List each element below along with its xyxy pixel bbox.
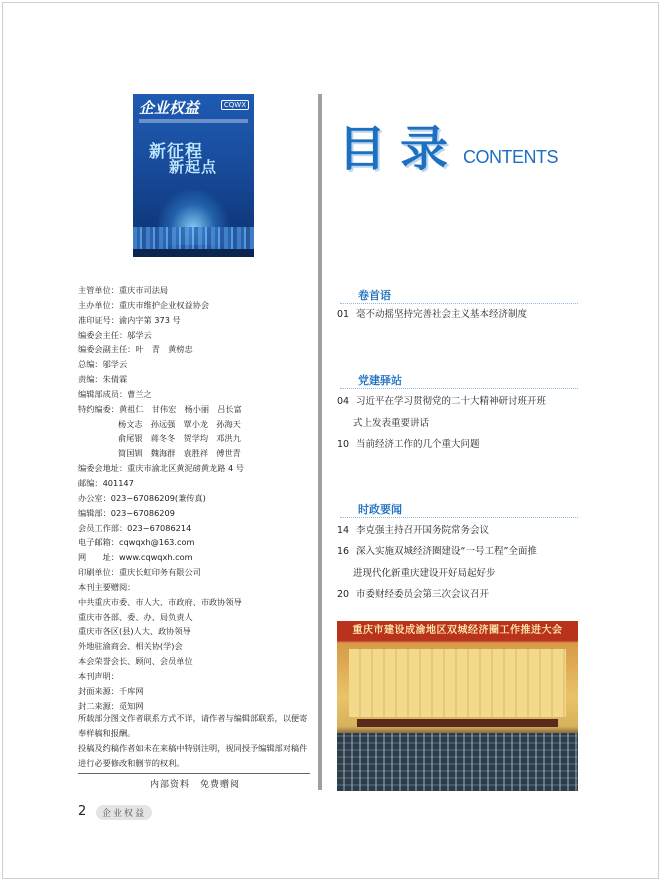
info-line: 杨文志 孙远强 覃小龙 孙海天	[118, 418, 241, 429]
toc-entry-page: 16	[337, 546, 350, 557]
toc-entry-page: 01	[337, 309, 350, 320]
toc-entry-page: 20	[337, 589, 350, 600]
free-distribution-label: 内部资料 免费赠阅	[150, 780, 241, 790]
toc-entry[interactable]	[337, 520, 489, 542]
toc-entry-page: 14	[337, 525, 350, 536]
toc-entry-continuation[interactable]: 进现代化新重庆建设开好局起好步	[353, 568, 496, 579]
toc-entry[interactable]	[337, 584, 489, 606]
photo-podium-table	[357, 719, 558, 727]
info-line: 重庆市各区(县)人大、政协领导	[78, 626, 191, 637]
toc-entry[interactable]	[337, 304, 527, 326]
toc-entry[interactable]	[337, 541, 537, 563]
cover-magazine-title: 企业权益	[139, 99, 200, 117]
info-line: 编辑部成员：曹兰之	[78, 388, 152, 399]
cover-base	[133, 249, 254, 257]
info-line: 本刊主要赠阅：	[78, 581, 136, 592]
toc-entry-continuation[interactable]: 式上发表重要讲话	[353, 418, 430, 429]
info-line: 电子邮箱：cqwqxh@163.com	[78, 537, 195, 548]
info-line: 封二来源：觅知网	[78, 700, 144, 711]
toc-entry-title: 习近平在学习贯彻党的二十大精神研讨班开班	[356, 396, 547, 407]
cover-headline-line2: 新起点	[169, 158, 218, 176]
toc-section-heading: 党建驿站	[358, 374, 402, 387]
toc-section-heading: 卷首语	[358, 289, 391, 302]
info-line: 外地驻渝商会、相关协(学)会	[78, 641, 183, 652]
cover-subtitle-strip	[139, 119, 248, 123]
toc-entry[interactable]	[337, 391, 546, 413]
toc-entry-title: 李克强主持召开国务院常务会议	[356, 525, 490, 536]
info-line: 编委会副主任：叶 青 黄榜忠	[78, 344, 193, 355]
info-line: 邮编：401147	[78, 477, 134, 488]
info-line: 俞尾银 蒋冬冬 贺学均 邓洪九	[118, 433, 241, 444]
info-line: 主管单位：重庆市司法局	[78, 285, 169, 295]
photo-audience	[337, 733, 578, 791]
info-line: 封面来源：千库网	[78, 685, 144, 696]
toc-entry-title: 市委财经委员会第三次会议召开	[356, 589, 490, 600]
toc-entry[interactable]	[337, 434, 480, 456]
info-line: 会员工作部：023−67086214	[78, 522, 192, 533]
toc-entry-title: 毫不动摇坚持完善社会主义基本经济制度	[356, 309, 528, 320]
cover-city-skyline	[133, 227, 254, 249]
toc-title-en: CONTENTS	[463, 147, 558, 167]
toc-entry-page: 04	[337, 396, 350, 407]
info-line: 中共重庆市委、市人大、市政府、市政协领导	[78, 596, 242, 607]
copyright-notes	[78, 711, 314, 770]
info-line: 准印证号：渝内字第 373 号	[78, 314, 181, 325]
section-rule	[340, 517, 578, 518]
section-rule	[340, 388, 578, 389]
photo-stage-backdrop	[349, 649, 566, 717]
note-paragraph: 投稿及约稿作者如未在来稿中特别注明，视同授予编辑部对稿件进行必要修改和删节的权利。	[78, 742, 308, 768]
column-divider	[318, 94, 322, 790]
toc-entry-title: 深入实施双城经济圈建设“一号工程”全面推	[356, 546, 537, 557]
info-line: 特约编委：黄祖仁 甘伟宏 杨小丽 吕长富	[78, 403, 242, 414]
info-line: 编辑部：023−67086209	[78, 507, 175, 518]
masthead-info	[78, 283, 318, 713]
toc-entry-title: 当前经济工作的几个重大问题	[356, 439, 480, 450]
cover-thumbnail[interactable]	[133, 94, 254, 257]
cover-headline-line1: 新征程	[149, 142, 203, 162]
info-line: 责编：朱倩霖	[78, 374, 128, 385]
page-number: 2	[78, 804, 87, 819]
footer-logo: 企业权益	[96, 805, 152, 820]
info-line: 本会荣誉会长、顾问、会员单位	[78, 656, 193, 667]
toc-entry-page: 10	[337, 439, 350, 450]
info-line: 简国钏 魏海群 袁胜祥 傅世青	[118, 448, 241, 459]
info-line: 主办单位：重庆市维护企业权益协会	[78, 299, 210, 310]
cover-logo: CQWX	[221, 100, 249, 110]
info-line: 编委会地址：重庆市渝北区黄泥磅黄龙路 4 号	[78, 463, 244, 474]
info-line: 本刊声明：	[78, 670, 119, 681]
info-line: 印刷单位：重庆长虹印务有限公司	[78, 567, 201, 578]
photo-banner: 重庆市建设成渝地区双城经济圈工作推进大会	[337, 621, 578, 641]
info-line: 编委会主任：邬学云	[78, 329, 152, 340]
note-paragraph: 所载部分图文作者联系方式不详，请作者与编辑部联系，以便寄奉样稿和报酬。	[78, 713, 308, 738]
info-line: 网 址：www.cqwqxh.com	[78, 552, 193, 563]
toc-title: 目录	[338, 121, 463, 177]
info-line: 总编：邬学云	[78, 359, 128, 370]
toc-section-heading: 时政要闻	[358, 503, 402, 516]
info-line: 重庆市各部、委、办、局负责人	[78, 611, 193, 622]
bottom-rule	[78, 773, 310, 774]
info-line: 办公室：023−67086209(兼传真)	[78, 492, 206, 503]
conference-photo	[337, 621, 578, 791]
